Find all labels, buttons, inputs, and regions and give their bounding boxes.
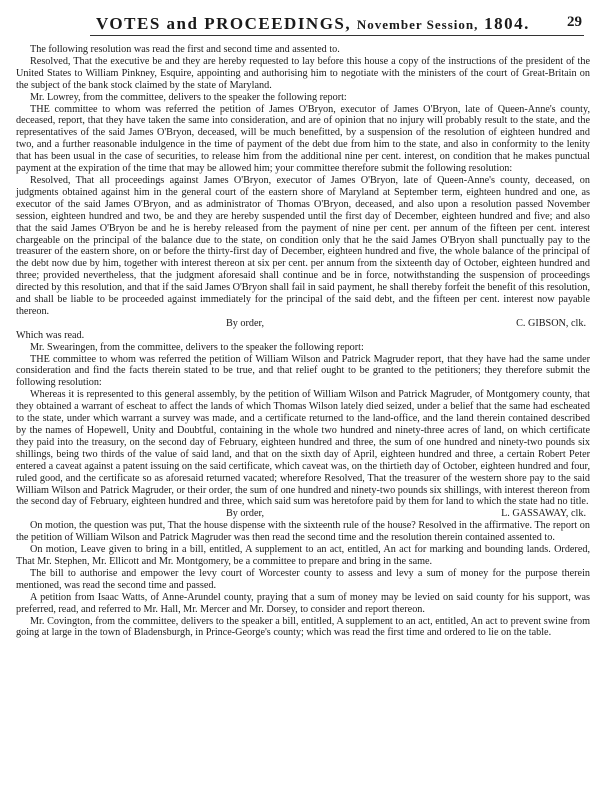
title-session: November Session,: [356, 17, 479, 32]
paragraph: Resolved, That the executive be and they are hereby requested to lay before this house a copy of the instructions of the president of the United States to William Pinkney, Esquire, appointing and authorising him to negotiate with the ministers of the court of Great-Britain on the subject of the bank stock claimed by the state of Maryland.: [16, 55, 590, 91]
running-title: [96, 14, 530, 34]
paragraph: Resolved, That all proceedings against James O'Bryon, executor of James O'Bryon, late of Queen-Anne's county, deceased, on judgments obtained against him in the general court of the eastern shore of Maryland at September term, eighteen hundred and one, as executor of the said James O'Bryon, and as administrator of Thomas O'Bryon, deceased, and also upon a resolution passed November session, eighteen hundred and two, be and they are hereby suspended until the first day of December, eighteen hundred and five; and also that the said James O'Bryon be and he is hereby released from the payment of nine per cent. per annum of the fifteen per cent. interest chargeable on the principal of the balance due to the state, on condition only that he the said James O'Bryon shall punctually pay to the treasurer of the eastern shore, on or before the thirty-first day of December, eighteen hundred and five, the whole balance of the principal of the debt now due by him, together with interest thereon at six per cent. per annum from the sixteenth day of October, eighteen hundred and three; provided nevertheless, that the judgment aforesaid shall continue and be in force, notwithstanding the suspension of proceedings directed by this resolution, and that if the said James O'Bryon shall fail in said payment, he shall thereby forfeit the benefit of this resolution, and shall be liable to be proceeded against immediately for the principal of the said debt, and the fifteen per cent. interest now payable thereon.: [16, 174, 590, 317]
paragraph: A petition from Isaac Watts, of Anne-Arundel county, praying that a sum of money may be levied on said county for his support, was preferred, read, and referred to Mr. Hall, Mr. Mercer and Mr. Dorsey, to consider and report thereon.: [16, 591, 590, 615]
clerk-name: C. GIBSON, clk.: [516, 317, 586, 329]
paragraph: THE committee to whom was referred the petition of William Wilson and Patrick Magruder report, that they have had the same under consideration and find the facts therein stated to be true, and that relief ought to be granted to the petitioners; they therefore submit the following resolution:: [16, 353, 590, 389]
paragraph: The following resolution was read the first and second time and assented to.: [30, 44, 340, 55]
paragraph: On motion, Leave given to bring in a bill, entitled, A supplement to an act, entitled, An act for marking and bounding lands. Ordered, That Mr. Stephen, Mr. Ellicott and Mr. Montgomery, be a committee to prepare and bring in the same.: [16, 544, 590, 567]
title-main: VOTES and PROCEEDINGS,: [96, 14, 352, 33]
paragraph: On motion, the question was put, That the house dispense with the sixteenth rule of the house? Resolved in the affirmative. The report on the petition of William Wilson and Patrick Magruder was then read the second time and the resolution therein contained assented to.: [16, 520, 590, 544]
title-year: 1804.: [484, 14, 530, 33]
paragraph: Mr. Lowrey, from the committee, delivers to the speaker the following report:: [30, 91, 347, 103]
paragraph: The bill to authorise and empower the levy court of Worcester county to assess and levy a sum of money for the purpose therein mentioned, was read the second time and passed.: [16, 567, 590, 591]
paragraph: Which was read.: [16, 329, 85, 341]
paragraph: Whereas it is represented to this general assembly, by the petition of William Wilson and Patrick Magruder, of Montgomery county, that they obtained a warrant of escheat to affect the lands of which Thomas Wilson lately died seized, under a belief that the same had escheated to the state, under which warrant a survey was made, and a certificate returned to the land-office, and the land therein contained described by the names of Hopewell, Unity and Doubtful, containing in the whole two hundred and ninety-three acres of land, on which certificate they paid into the treasury, on the second day of February, eighteen hundred and three, the sum of one hundred and ninety-two pounds six shillings, being two thirds of the value of said land, and that on the sixth day of April, eighteen hundred and three, a certain Robert Peter entered a caveat against a patent issuing on the said certificate, which caveat was, on the thirtieth day of October, eighteen hundred and four, ruled good, and the certificate so as aforesaid returned vacated; wherefore Resolved, That the treasurer of the western shore pay to the said William Wilson and Patrick Magruder, or their order, the sum of one hundred and ninety-two pounds six shillings, with interest thereon from the second day of February, eighteen hundred and three, which said sum was heretofore paid by them for land to which the state had no title.: [16, 389, 590, 508]
page-header: [14, 6, 586, 40]
paragraph: Mr. Covington, from the committee, delivers to the speaker a bill, entitled, A supplement to an act, entitled, An act to prevent swine from going at large in the town of Bladensburgh, in Prince-George's county; which was read the first time and ordered to lie on the table.: [16, 615, 590, 639]
clerk-name: L. GASSAWAY, clk.: [501, 508, 586, 520]
page-number: 29: [567, 14, 582, 30]
signature-block: [16, 318, 590, 330]
paragraph: THE committee to whom was referred the petition of James O'Bryon, executor of James O'Bryon, late of Queen-Anne's county, deceased, report, that they have taken the same into consideration, and are of opinion that no injury will probably result to the state, and the representatives of the said James O'Bryon, deceased, will be much benefitted, by a suspension of the resolution of eighteen hundred and two, and a further reasonable indulgence in the time of payment of the debt due from him to the state, and also in conformity to the lenity that has been usual in the case of securities, to release him from the additional nine per cent. interest, on condition that he makes punctual payment at the expiration of the time that may be allowed him; your committee therefore submit the following resolution:: [16, 103, 590, 175]
paragraph: Mr. Swearingen, from the committee, delivers to the speaker the following report:: [30, 341, 364, 353]
by-order: By order,: [226, 508, 265, 520]
by-order: By order,: [226, 317, 265, 329]
header-rule: [90, 35, 584, 36]
signature-block: [16, 508, 590, 520]
document-body: [16, 44, 590, 639]
